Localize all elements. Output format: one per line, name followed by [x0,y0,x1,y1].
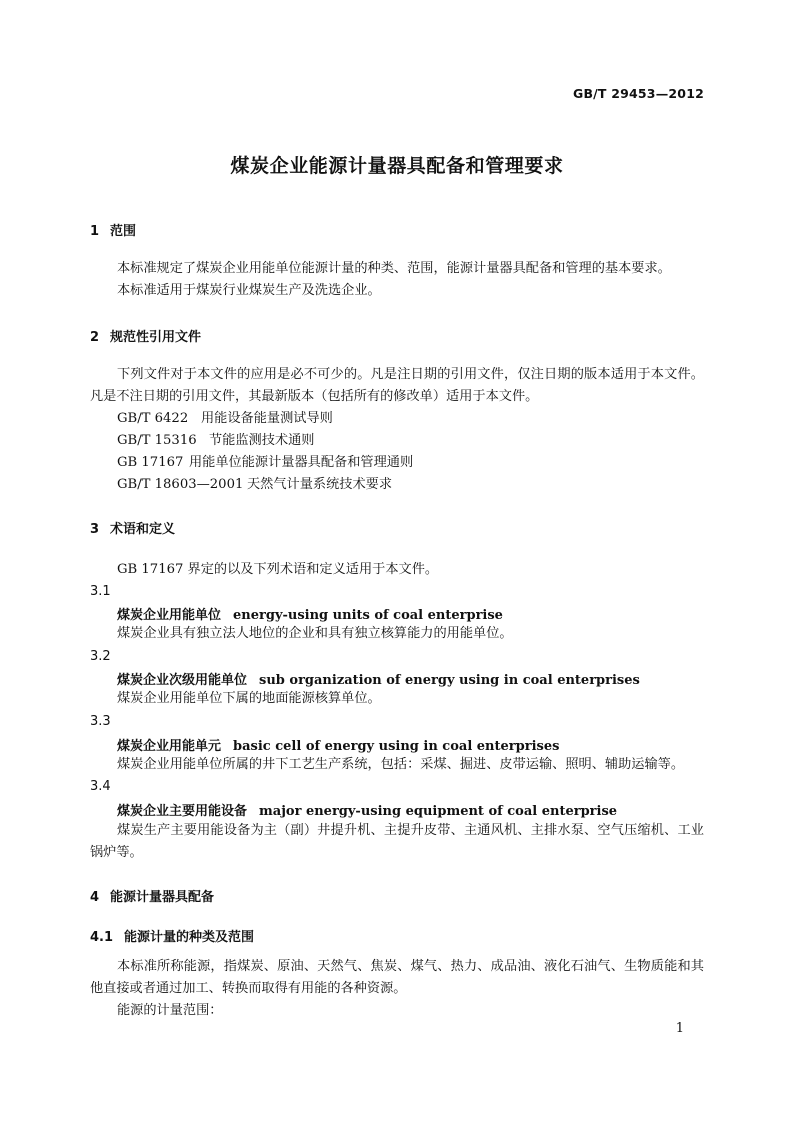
section-3-heading [90,518,704,537]
section-4-heading [90,886,704,905]
section-2-intro: 下列文件对于本文件的应用是必不可少的。凡是注日期的引用文件，仅注日期的版本适用于本文件。凡是不注日期的引用文件，其最新版本（包括所有的修改单）适用于本文件。 [90,367,704,404]
subsection-4-1-heading [90,926,704,945]
section-title: 术语和定义 [110,522,176,537]
reference-title: 用能单位能源计量器具配备和管理通则 [189,455,414,470]
subsection-4-1-paragraph-1: 本标准所称能源，指煤炭、原油、天然气、焦炭、煤气、热力、成品油、液化石油气、生物质能和其他直接或者通过加工、转换而取得有用能的各种资源。 [90,959,704,996]
section-3-intro: GB 17167 界定的以及下列术语和定义适用于本文件。 [117,562,439,577]
term-number: 3.4 [90,779,111,794]
page-number: 1 [675,1021,684,1036]
subsection-title: 能源计量的种类及范围 [124,930,255,945]
subsection-4-1-paragraph-2: 能源的计量范围： [117,1003,223,1018]
term-name-zh: 煤炭企业次级用能单位 [117,673,248,688]
section-number: 1 [90,224,100,239]
term-name-en: major energy-using equipment of coal enterprise [259,804,618,819]
term-name-zh: 煤炭企业主要用能设备 [117,804,248,819]
reference-item [90,430,731,452]
reference-title: 用能设备能量测试导则 [201,411,333,426]
term-number: 3.1 [90,584,111,599]
section-title: 能源计量器具配备 [110,890,215,905]
section-title: 规范性引用文件 [110,330,202,345]
term-name-en: sub organization of energy using in coal enterprises [259,673,640,688]
reference-item [90,452,731,474]
section-1-heading [90,220,704,239]
reference-title: 节能监测技术通则 [209,433,315,448]
term-number: 3.3 [90,714,111,729]
section-1-paragraph-2: 本标准适用于煤炭行业煤炭生产及洗选企业。 [117,283,381,298]
reference-item [90,408,731,430]
reference-code: GB/T 6422 [117,411,189,426]
term-heading [90,735,731,754]
term-heading [90,800,731,819]
term-heading [90,604,731,623]
section-1-paragraph-1: 本标准规定了煤炭企业用能单位能源计量的种类、范围，能源计量器具配备和管理的基本要求。 [117,261,671,276]
term-definition: 煤炭生产主要用能设备为主（副）井提升机、主提升皮带、主通风机、主排水泵、空气压缩机、工业锅炉等。 [90,823,704,860]
section-number: 2 [90,330,100,345]
standard-number: GB/T 29453—2012 [572,86,704,101]
reference-item [90,474,731,496]
term-heading [90,669,731,688]
term-definition: 煤炭企业具有独立法人地位的企业和具有独立核算能力的用能单位。 [117,626,513,641]
term-name-zh: 煤炭企业用能单元 [117,739,222,754]
section-title: 范围 [110,224,137,239]
term-number: 3.2 [90,649,111,664]
term-definition: 煤炭企业用能单位下属的地面能源核算单位。 [117,691,381,706]
reference-code: GB 17167 [117,455,184,470]
section-number: 3 [90,522,100,537]
section-2-heading [90,326,704,345]
term-definition: 煤炭企业用能单位所属的井下工艺生产系统，包括：采煤、掘进、皮带运输、照明、辅助运输等。 [117,757,685,772]
reference-code: GB/T 15316 [117,433,197,448]
reference-title: 天然气计量系统技术要求 [247,477,393,492]
term-name-en: energy-using units of coal enterprise [233,608,503,623]
term-name-en: basic cell of energy using in coal enterprises [233,739,560,754]
section-number: 4 [90,890,100,905]
term-name-zh: 煤炭企业用能单位 [117,608,222,623]
document-title: 煤炭企业能源计量器具配备和管理要求 [230,155,564,177]
reference-code: GB/T 18603—2001 [117,477,244,492]
subsection-number: 4.1 [90,930,114,945]
